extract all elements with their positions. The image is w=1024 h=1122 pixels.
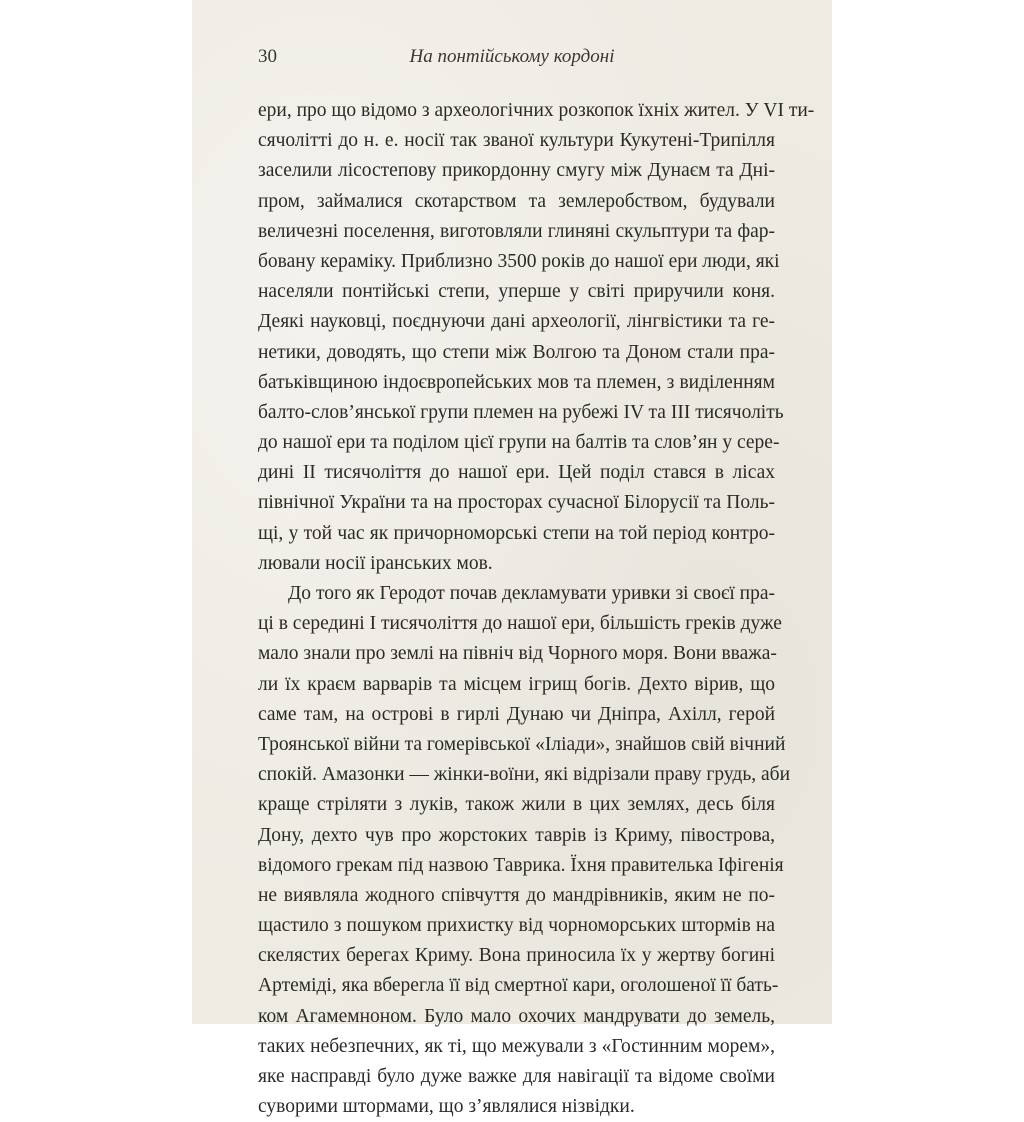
text-line: щастило з пошуком прихистку від чорноморських штормів на [258, 915, 775, 937]
book-page [192, 0, 832, 1118]
text-line: сячолітті до н. е. носії так званої культури Кукутені-Трипілля [258, 130, 775, 152]
text-line: До того як Геродот почав декламувати уривки зі своєї пра- [288, 583, 775, 604]
text-line: північної України та на просторах сучасної Білорусії та Поль- [258, 492, 775, 514]
text-line: таких небезпечних, як ті, що межували з «Гостинним морем», [258, 1035, 775, 1057]
text-line: суворими штормами, що з’являлися нізвідки. [258, 1096, 635, 1118]
text-line: Деякі науковці, поєднуючи дані археології, лінгвістики та ге- [258, 311, 775, 333]
text-line: мало знали про землі на північ від Чорного моря. Вони вважа- [258, 643, 777, 665]
text-line: населяли понтійські степи, уперше у світі приручили коня. [258, 281, 775, 303]
text-line: до нашої ери та поділом цієї групи на балтів та слов’ян у сере- [258, 432, 780, 454]
text-line: відомого грекам під назвою Таврика. Їхня правителька Іфігенія [258, 854, 784, 876]
text-line: Артеміді, яка вберегла її від смертної кари, оголошеної її бать- [258, 975, 779, 997]
text-line: спокій. Амазонки — жінки-воїни, які відрізали праву грудь, аби [258, 764, 791, 786]
text-line: нетики, доводять, що степи між Волгою та Доном стали пра- [258, 341, 775, 363]
body-text [258, 96, 815, 1122]
text-line: щі, у той час як причорноморські степи на той період контро- [258, 522, 775, 544]
text-line: балто-слов’янської групи племен на рубежі IV та III тисячоліть [258, 401, 784, 423]
running-title: На понтійському кордоні [409, 46, 615, 67]
text-line: скелястих берегах Криму. Вона приносила їх у жертву богині [258, 945, 775, 967]
text-line: ком Агамемноном. Було мало охочих мандрувати до земель, [258, 1005, 775, 1027]
text-line: величезні поселення, виготовляли глиняні скульптури та фар- [258, 220, 775, 242]
text-line: ери, про що відомо з археологічних розкопок їхніх жител. У VI ти- [258, 100, 815, 121]
text-line: Дону, дехто чув про жорстоких таврів із Криму, півострова, [258, 824, 775, 846]
text-line: саме там, на острові в гирлі Дунаю чи Дніпра, Ахілл, герой [258, 703, 775, 725]
page-header [192, 46, 832, 74]
text-line: лювали носії іранських мов. [258, 552, 493, 574]
paragraph [258, 579, 791, 1122]
text-line: не виявляла жодного співчуття до мандрівників, яким не по- [258, 884, 775, 906]
text-line: краще стріляти з луків, також жили в цих землях, десь біля [258, 794, 775, 816]
text-line: заселили лісостепову прикордонну смугу між Дунаєм та Дні- [258, 160, 775, 182]
text-line: пром, займалися скотарством та землеробством, будували [258, 190, 775, 212]
text-line: батьківщиною індоєвропейських мов та племен, з виділенням [258, 371, 775, 393]
page-number: 30 [258, 46, 277, 67]
text-line: Троянської війни та гомерівської «Іліади», знайшов свій вічний [258, 733, 786, 755]
text-line: ли їх краєм варварів та місцем ігрищ богів. Дехто вірив, що [258, 673, 775, 695]
text-line: яке насправді було дуже важке для навігації та відоме своїми [258, 1066, 775, 1087]
paragraph [258, 96, 815, 579]
text-line: бовану кераміку. Приблизно 3500 років до нашої ери люди, які [258, 250, 780, 272]
text-line: дині II тисячоліття до нашої ери. Цей поділ стався в лісах [258, 462, 775, 484]
text-line: ці в середині I тисячоліття до нашої ери, більшість греків дуже [258, 613, 782, 635]
